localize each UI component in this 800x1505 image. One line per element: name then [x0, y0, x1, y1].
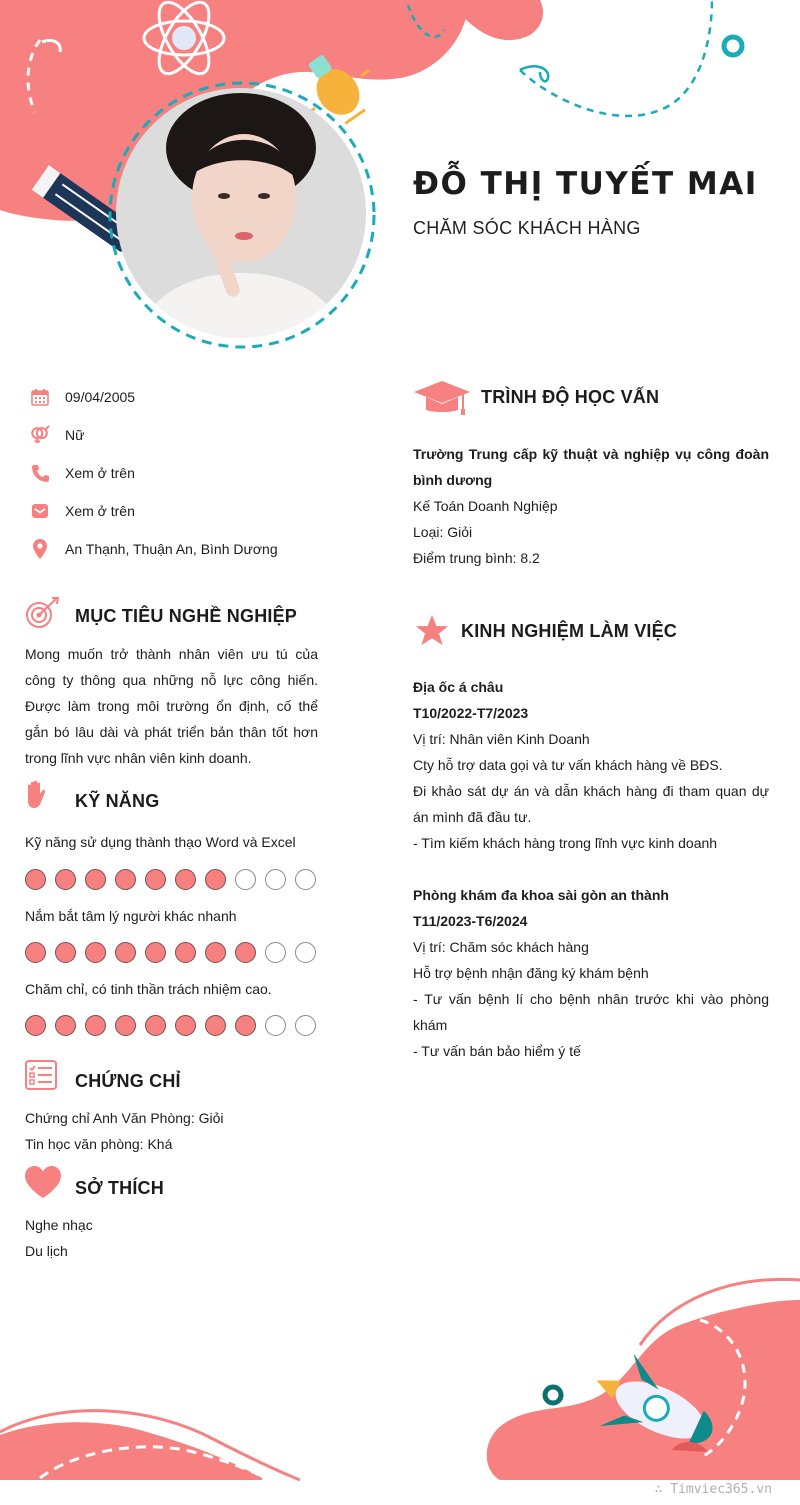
- job-line: - Tư vấn bán bảo hiểm ý tế: [413, 1043, 581, 1059]
- job-line: - Tư vấn bệnh lí cho bệnh nhân trước khi vào phòng khám: [413, 991, 769, 1033]
- job-line: Hỗ trợ bệnh nhận đăng ký khám bệnh: [413, 965, 649, 981]
- skill-rating: [25, 1015, 316, 1036]
- watermark: ∴ Timviec365.vn: [654, 1482, 772, 1497]
- rating-dot-filled: [145, 869, 166, 890]
- rating-dot-filled: [115, 869, 136, 890]
- job-company: Phòng khám đa khoa sài gòn an thành: [413, 887, 669, 903]
- objective-title: MỤC TIÊU NGHỀ NGHIỆP: [75, 606, 298, 626]
- skill-label: Kỹ năng sử dụng thành thạo Word và Excel: [25, 834, 296, 850]
- education-gpa: Điểm trung bình: 8.2: [413, 550, 540, 566]
- hobbies-title: SỞ THÍCH: [75, 1178, 164, 1198]
- education-block: [413, 441, 769, 571]
- rating-dot-filled: [175, 942, 196, 963]
- objective-text: Mong muốn trở thành nhân viên ưu tú của công ty thông qua những nỗ lực công hiến. Được làm trong môi trường ổn định, cố thể gắn bó lâu dài và phát triển bản thân tốt hơn trong lĩnh vực nhân viên kinh doanh.: [25, 646, 318, 766]
- education-major: Kế Toán Doanh Nghiệp: [413, 498, 558, 514]
- gender-value: Nữ: [65, 427, 85, 443]
- rating-dot-filled: [85, 1015, 106, 1036]
- rating-dot-filled: [175, 1015, 196, 1036]
- email-value: Xem ở trên: [65, 503, 135, 519]
- graduation-cap-icon: [413, 380, 471, 421]
- certificate-item: Tin học văn phòng: Khá: [25, 1136, 173, 1152]
- job-line: Đi khảo sát dự án và dẫn khách hàng đi tham quan dự án mình đã đầu tư.: [413, 783, 769, 825]
- rating-dot-empty: [265, 1015, 286, 1036]
- job-entry: [413, 674, 769, 856]
- job-line: Vị trí: Nhân viên Kinh Doanh: [413, 731, 590, 747]
- rating-dot-empty: [295, 869, 316, 890]
- job-period: T10/2022-T7/2023: [413, 705, 529, 721]
- target-icon: [25, 597, 59, 634]
- rating-dot-filled: [205, 869, 226, 890]
- calendar-icon: [30, 387, 50, 407]
- rating-dot-filled: [25, 942, 46, 963]
- certificate-item: Chứng chỉ Anh Văn Phòng: Giỏi: [25, 1110, 224, 1126]
- rating-dot-filled: [145, 942, 166, 963]
- rating-dot-filled: [205, 1015, 226, 1036]
- job-company: Địa ốc á châu: [413, 679, 504, 695]
- certificates-title: CHỨNG CHỈ: [75, 1071, 181, 1091]
- skill-label: Nắm bắt tâm lý người khác nhanh: [25, 908, 237, 924]
- phone-value: Xem ở trên: [65, 465, 135, 481]
- skill-rating: [25, 942, 316, 963]
- job-entry: [413, 882, 769, 1064]
- rating-dot-filled: [25, 1015, 46, 1036]
- rating-dot-filled: [235, 1015, 256, 1036]
- mail-icon: [30, 501, 50, 521]
- rating-dot-filled: [55, 942, 76, 963]
- skill-rating: [25, 869, 316, 890]
- experience-title: KINH NGHIỆM LÀM VIỆC: [461, 621, 678, 641]
- job-line: - Tìm kiếm khách hàng trong lĩnh vực kinh doanh: [413, 835, 718, 851]
- job-title: CHĂM SÓC KHÁCH HÀNG: [413, 218, 641, 238]
- birthday-value: 09/04/2005: [65, 389, 136, 405]
- skills-title: KỸ NĂNG: [75, 791, 160, 811]
- info-address: [30, 536, 278, 562]
- info-gender: [30, 422, 85, 448]
- job-period: T11/2023-T6/2024: [413, 913, 528, 929]
- rating-dot-empty: [265, 942, 286, 963]
- rating-dot-filled: [205, 942, 226, 963]
- location-icon: [30, 539, 50, 559]
- education-grade: Loại: Giỏi: [413, 524, 473, 540]
- rating-dot-empty: [295, 942, 316, 963]
- checklist-icon: [25, 1060, 57, 1095]
- education-school: Trường Trung cấp kỹ thuật và nghiệp vụ công đoàn bình dương: [413, 446, 769, 488]
- heart-icon: [24, 1165, 62, 1204]
- job-line: Vị trí: Chăm sóc khách hàng: [413, 939, 589, 955]
- hobby-item: Nghe nhạc: [25, 1217, 93, 1233]
- info-email: [30, 498, 135, 524]
- rating-dot-filled: [85, 869, 106, 890]
- hand-icon: [25, 780, 47, 815]
- skill-label: Chăm chỉ, có tinh thần trách nhiệm cao.: [25, 981, 272, 997]
- rating-dot-filled: [55, 1015, 76, 1036]
- job-line: Cty hỗ trợ data gọi và tư vấn khách hàng về BĐS.: [413, 757, 723, 773]
- rating-dot-filled: [235, 942, 256, 963]
- candidate-name: ĐỖ THỊ TUYẾT MAI: [413, 166, 758, 202]
- rating-dot-filled: [115, 1015, 136, 1036]
- info-birthday: [30, 384, 136, 410]
- star-icon: [415, 614, 449, 652]
- rating-dot-filled: [145, 1015, 166, 1036]
- rating-dot-empty: [295, 1015, 316, 1036]
- education-title: TRÌNH ĐỘ HỌC VẤN: [481, 387, 660, 407]
- phone-icon: [30, 463, 50, 483]
- rating-dot-filled: [85, 942, 106, 963]
- rating-dot-filled: [175, 869, 196, 890]
- rating-dot-filled: [115, 942, 136, 963]
- rating-dot-filled: [25, 869, 46, 890]
- profile-photo: [116, 88, 366, 338]
- address-value: An Thạnh, Thuận An, Bình Dương: [65, 541, 278, 557]
- hobby-item: Du lịch: [25, 1243, 68, 1259]
- rating-dot-empty: [235, 869, 256, 890]
- rating-dot-filled: [55, 869, 76, 890]
- rating-dot-empty: [265, 869, 286, 890]
- info-phone: [30, 460, 135, 486]
- gender-icon: [30, 425, 50, 445]
